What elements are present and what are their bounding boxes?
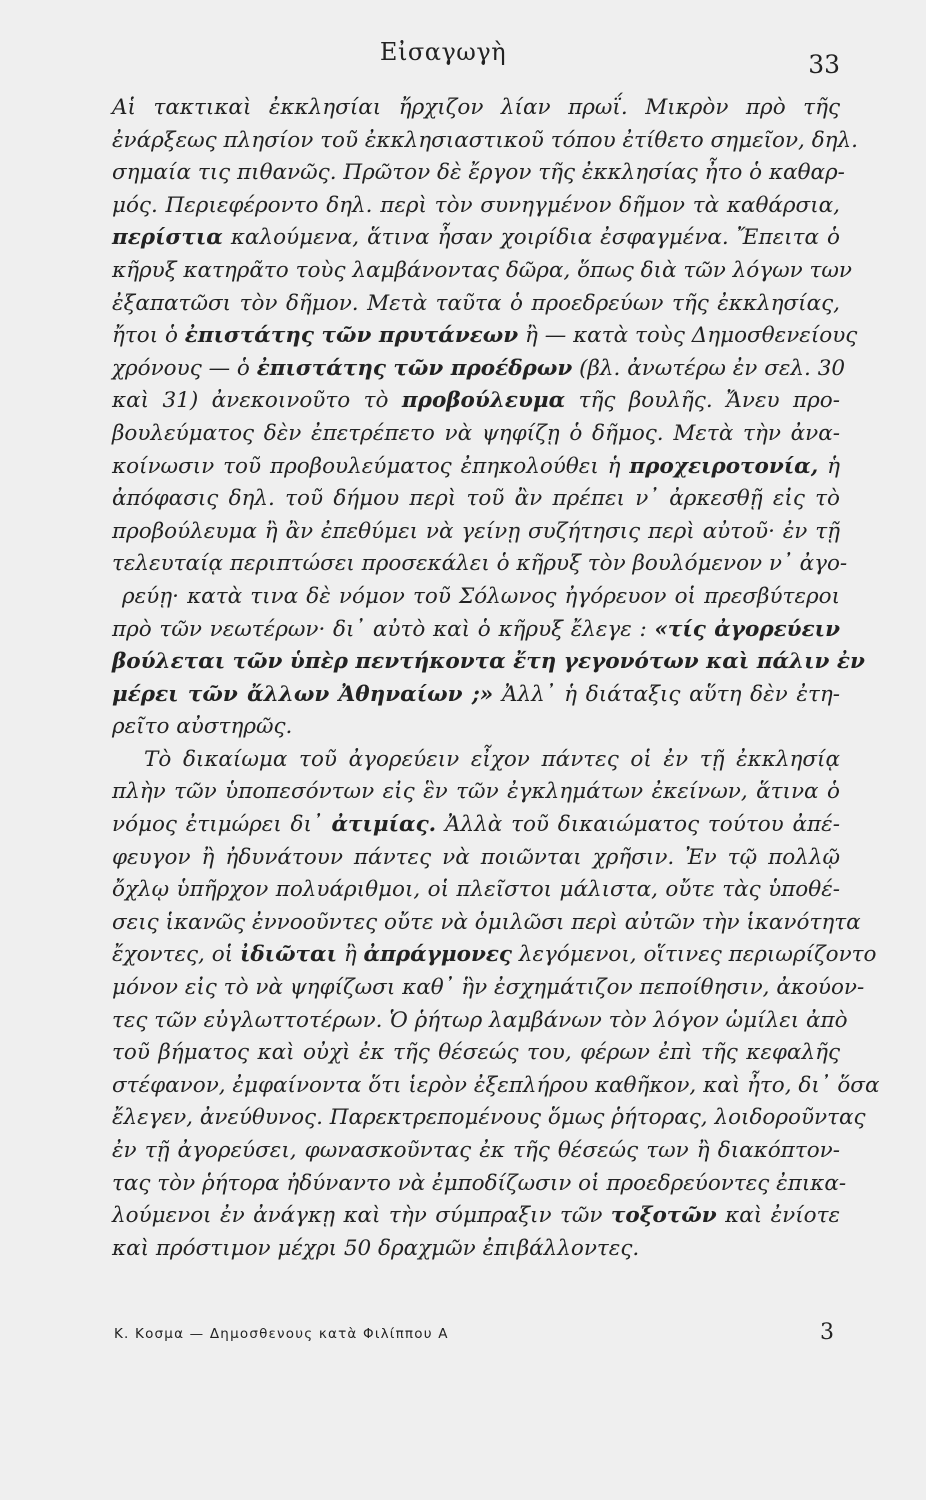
text-span: πρὸ τῶν νεωτέρων· δι᾽ αὐτὸ καὶ ὁ κῆρυξ ἔλεγε : <box>112 616 655 642</box>
text-span: σημαία τις πιθανῶς. Πρῶτον δὲ ἔργον τῆς ἐκκλησίας ἦτο ὁ καθαρ- <box>112 160 845 186</box>
text-span: φευγον ἢ ἠδυνάτουν πάντες νὰ ποιῶνται χρῆσιν. Ἐν τῷ πολλῷ <box>112 844 840 870</box>
text-line <box>112 385 840 418</box>
bold-term: ἰδιῶται <box>239 942 337 968</box>
bold-term: προβούλευμα <box>401 388 566 414</box>
text-line <box>112 1102 866 1135</box>
text-span: τες τῶν εὐγλωττοτέρων. Ὁ ῥήτωρ λαμβάνων τὸν λόγον ὡμίλει ἀπὸ <box>112 1007 848 1033</box>
text-span: καὶ 31) ἀνεκοινοῦτο τὸ <box>112 388 402 414</box>
text-span: κῆρυξ κατηρᾶτο τοὺς λαμβάνοντας δῶρα, ὅπως διὰ τῶν λόγων των <box>112 257 853 283</box>
text-line <box>112 288 840 321</box>
text-line <box>112 418 840 451</box>
text-span: βουλεύματος δὲν ἐπετρέπετο νὰ ψηφίζῃ ὁ δῆμος. Μετὰ τὴν ἀνα- <box>112 420 840 446</box>
bold-term: βούλεται τῶν ὑπὲρ πεντήκοντα ἔτη γεγονότων καὶ πάλιν ἐν <box>112 649 865 675</box>
page-header <box>0 30 926 80</box>
text-span: κοίνωσιν τοῦ προβουλεύματος ἐπηκολούθει ἡ <box>112 453 630 479</box>
text-line <box>112 874 840 907</box>
text-span: λεγόμενοι, οἵτινες περιωρίζοντο <box>512 942 877 968</box>
text-line <box>112 581 840 614</box>
text-line <box>112 614 840 647</box>
text-span: τελευταίᾳ περιπτώσει προσεκάλει ὁ κῆρυξ τὸν βουλόμενον ν᾽ ἀγο- <box>112 551 848 577</box>
text-span: ὄχλῳ ὑπῆρχον πολυάριθμοι, οἱ πλεῖστοι μάλιστα, οὔτε τὰς ὑποθέ- <box>112 877 840 903</box>
page-footer <box>112 1320 840 1360</box>
text-span: προβούλευμα ἢ ἂν ἐπεθύμει νὰ γείνῃ συζήτησις περὶ αὐτοῦ· ἐν τῇ <box>112 518 840 544</box>
bold-term: ἀτιμίας. <box>331 812 437 838</box>
text-line <box>112 548 848 581</box>
body-text <box>112 92 880 1265</box>
text-line <box>112 939 877 972</box>
text-line <box>112 451 840 484</box>
text-span: χρόνους — ὁ <box>112 355 257 381</box>
text-line <box>112 320 858 353</box>
text-span: νόμος ἐτιμώρει δι᾽ <box>112 812 332 838</box>
text-span: σεις ἱκανῶς ἐννοοῦντες οὔτε νὰ ὁμιλῶσι περὶ αὐτῶν τὴν ἱκανότητα <box>112 909 861 935</box>
text-line <box>112 1037 840 1070</box>
text-line <box>112 190 840 223</box>
text-span: καλούμενα, ἅτινα ἦσαν χοιρίδια ἐσφαγμένα. Ἔπειτα ὁ <box>222 225 840 251</box>
bold-term: τοξοτῶν <box>610 1203 717 1229</box>
text-span: Ἀλλ᾽ ἡ διάταξις αὕτη δὲν ἐτη- <box>493 681 840 707</box>
text-line <box>112 255 853 288</box>
text-span: Ἀλλὰ τοῦ δικαιώματος τούτου ἀπέ- <box>436 812 840 838</box>
text-line <box>112 1070 880 1103</box>
text-line <box>112 1135 840 1168</box>
text-span: ἢ — κατὰ τοὺς Δημοσθενείους <box>518 323 858 349</box>
text-span: ἐξαπατῶσι τὸν δῆμον. Μετὰ ταῦτα ὁ προεδρεύων τῆς ἐκκλησίας, <box>112 290 840 316</box>
text-span: καὶ πρόστιμον μέχρι 50 δραχμῶν ἐπιβάλλοντες. <box>112 1235 640 1261</box>
text-line <box>112 157 845 190</box>
text-span: Τὸ δικαίωμα τοῦ ἀγορεύειν εἶχον πάντες οἱ ἐν τῇ ἐκκλησίᾳ <box>144 746 840 772</box>
text-span: ἐνάρξεως πλησίον τοῦ ἐκκλησιαστικοῦ τόπου ἐτίθετο σημεῖον, δηλ. <box>112 127 859 153</box>
text-line <box>112 646 865 679</box>
text-span: ἡ <box>818 453 840 479</box>
text-span: ἐν τῇ ἀγορεύσει, φωνασκοῦντας ἐκ τῆς θέσεώς των ἢ διακόπτον- <box>112 1138 840 1163</box>
bold-term: ἀπράγμονες <box>363 942 513 968</box>
text-span: ἔχοντες, οἱ <box>112 942 240 968</box>
text-line <box>112 809 840 842</box>
text-span: ρεύῃ· κατὰ τινα δὲ νόμον τοῦ Σόλωνος ἠγόρευον οἱ πρεσβύτεροι <box>122 583 840 609</box>
text-line <box>112 1005 848 1038</box>
text-span: ἀπόφασις δηλ. τοῦ δήμου περὶ τοῦ ἂν πρέπει ν᾽ ἀρκεσθῇ εἰς τὸ <box>112 486 840 512</box>
bold-term: ἐπιστάτης τῶν πρυτάνεων <box>184 323 519 349</box>
bold-term: προχειροτονία, <box>629 453 819 479</box>
text-span: (βλ. ἀνωτέρω ἐν σελ. 30 <box>572 355 846 381</box>
page-number: 33 <box>808 50 840 79</box>
text-line <box>112 516 840 549</box>
text-span: μόνον εἰς τὸ νὰ ψηφίζωσι καθ᾽ ἣν ἐσχημάτιζον πεποίθησιν, ἀκούον- <box>112 975 865 1001</box>
text-span: ἤτοι ὁ <box>112 323 185 349</box>
text-span: στέφανον, ἐμφαίνοντα ὅτι ἱερὸν ἐξεπλήρου καθῆκον, καὶ ἦτο, δι᾽ ὅσα <box>112 1072 880 1098</box>
text-line <box>112 907 861 940</box>
text-span: Αἱ τακτικαὶ ἐκκλησίαι ἤρχιζον λίαν πρωΐ. Μικρὸν πρὸ τῆς <box>112 95 840 120</box>
text-span: ρεῖτο αὐστηρῶς. <box>112 714 293 740</box>
text-span: καὶ ἐνίοτε <box>716 1203 840 1229</box>
running-title: Εἰσαγωγὴ <box>379 38 507 66</box>
bold-term: ἐπιστάτης τῶν προέδρων <box>256 355 573 381</box>
text-line <box>112 483 840 516</box>
printer-signature: Κ. Κοσμα — Δημοσθενους κατὰ Φιλίππου Α <box>114 1326 449 1342</box>
text-span: πλὴν τῶν ὑποπεσόντων εἰς ἓν τῶν ἐγκλημάτων ἐκείνων, ἅτινα ὁ <box>112 779 840 805</box>
text-line <box>112 125 859 158</box>
bold-term: μέρει τῶν ἄλλων Ἀθηναίων ;» <box>112 681 494 707</box>
text-span: λούμενοι ἐν ἀνάγκῃ καὶ τὴν σύμπραξιν τῶν <box>112 1203 611 1229</box>
bold-term: «τίς ἀγορεύειν <box>654 616 840 642</box>
text-line <box>112 1233 840 1266</box>
text-span: τῆς βουλῆς. Ἄνευ προ- <box>565 388 840 414</box>
text-span: τοῦ βήματος καὶ οὐχὶ ἐκ τῆς θέσεώς του, φέρων ἐπὶ τῆς κεφαλῆς <box>112 1040 840 1066</box>
text-line <box>112 842 840 875</box>
text-line <box>112 1200 840 1233</box>
text-span: τας τὸν ῥήτορα ἠδύναντο νὰ ἐμποδίζωσιν οἱ προεδρεύοντες ἐπικα- <box>112 1170 847 1196</box>
text-line <box>112 776 840 809</box>
text-line <box>112 353 846 386</box>
text-line <box>112 744 840 777</box>
signature-mark: 3 <box>820 1320 834 1345</box>
text-span: μός. Περιεφέροντο δηλ. περὶ τὸν συνηγμένον δῆμον τὰ καθάρσια, <box>112 192 840 218</box>
text-line <box>112 711 840 744</box>
text-line <box>112 679 840 712</box>
text-line <box>112 1168 847 1201</box>
bold-term: περίστια <box>112 225 223 251</box>
text-span: ἢ <box>336 942 364 968</box>
text-line <box>112 92 840 125</box>
text-line <box>112 222 840 255</box>
text-span: ἔλεγεν, ἀνεύθυνος. Παρεκτρεπομένους ὅμως ῥήτορας, λοιδοροῦντας <box>112 1105 866 1131</box>
text-line <box>112 972 865 1005</box>
